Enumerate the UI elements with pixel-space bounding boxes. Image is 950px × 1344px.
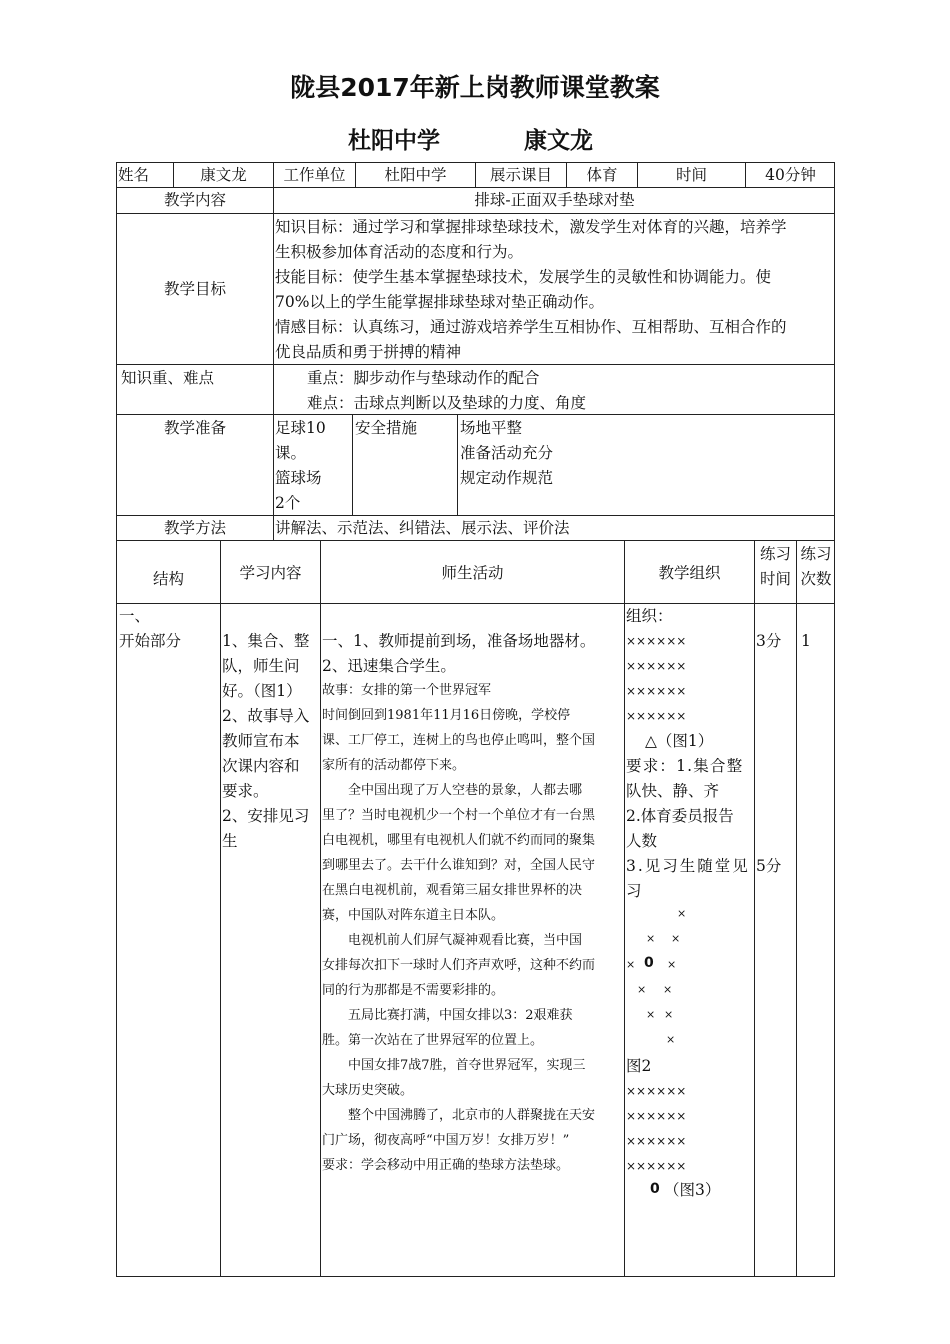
- formation-row: ××××××: [626, 1109, 687, 1123]
- teacher-mark: 0: [644, 955, 654, 971]
- unit-value: 杜阳中学: [384, 166, 447, 184]
- structure-text: 一、: [119, 607, 151, 625]
- story-line: 全中国出现了万人空巷的景象，人都去哪: [322, 783, 583, 798]
- student-mark: ×: [646, 1008, 656, 1021]
- col-divider: [220, 540, 221, 1277]
- content-value: 排球-正面双手垫球对垫: [474, 191, 635, 209]
- story-line: 胜。第一次站在了世界冠军的位置上。: [322, 1033, 544, 1048]
- col-divider: [320, 540, 321, 1277]
- time-value: 40分钟: [765, 166, 816, 184]
- content-line: 2、安排见习: [222, 807, 310, 825]
- student-mark: ×: [626, 958, 636, 971]
- story-line: 里了？当时电视机少一个村一个单位才有一台黑: [322, 808, 596, 823]
- story-line: 整个中国沸腾了，北京市的人群聚拢在天安: [322, 1108, 596, 1123]
- safety-line: 规定动作规范: [460, 469, 554, 487]
- time-label: 时间: [675, 166, 707, 184]
- formation-row: ××××××: [626, 634, 687, 648]
- figure-1-caption: △（图1）: [645, 732, 714, 750]
- student-mark: ×: [637, 983, 647, 996]
- story-line: 家所有的活动都停下来。: [322, 758, 466, 773]
- structure-text: 开始部分: [119, 632, 182, 650]
- equipment-line: 足球10: [275, 419, 326, 437]
- header-activity: 师生活动: [441, 564, 504, 582]
- header-practice-count: 练习: [800, 545, 832, 563]
- row-divider: [116, 213, 835, 214]
- story-line: 电视机前人们屏气凝神观看比赛，当中国: [322, 933, 583, 948]
- teacher-mark: 0: [650, 1181, 660, 1197]
- student-mark: ×: [666, 1033, 676, 1046]
- story-line: 故事：女排的第一个世界冠军: [322, 683, 492, 698]
- row-divider: [116, 603, 835, 604]
- goals-line: 知识目标：通过学习和掌握排球垫球技术，激发学生对体育的兴趣，培养学: [275, 218, 787, 236]
- col-divider: [457, 414, 458, 515]
- requirement-line: 人数: [626, 832, 658, 850]
- story-line: 课、工厂停工，连树上的鸟也停止鸣叫，整个国: [322, 733, 596, 748]
- requirement-line: 要求：1.集合整: [626, 757, 744, 775]
- goals-label: 教学目标: [163, 280, 226, 298]
- story-line: 门广场，彻夜高呼“中国万岁！女排万岁！”: [322, 1133, 570, 1148]
- student-mark: ×: [664, 1008, 674, 1021]
- student-mark: ×: [667, 958, 677, 971]
- goals-line: 技能目标：使学生基本掌握垫球技术，发展学生的灵敏性和协调能力。使: [275, 268, 772, 286]
- name-label: 姓名: [118, 166, 150, 184]
- name-value: 康文龙: [200, 166, 247, 184]
- student-mark: ×: [671, 932, 681, 945]
- story-line: 在黑白电视机前，观看第三届女排世界杯的决: [322, 883, 583, 898]
- requirement-line: 队快、静、齐: [626, 782, 720, 800]
- difficulty-point: 难点：击球点判断以及垫球的力度、角度: [307, 394, 587, 412]
- header-practice-count: 次数: [800, 570, 832, 588]
- content-line: 2、故事导入: [222, 707, 310, 725]
- student-mark: ×: [646, 932, 656, 945]
- content-line: 队，师生问: [222, 657, 300, 675]
- col-divider: [273, 187, 274, 540]
- activity-line: 2、迅速集合学生。: [322, 657, 456, 675]
- col-divider: [796, 540, 797, 1277]
- requirement-line: 习: [626, 882, 642, 900]
- teacher-name: 康文龙: [524, 128, 593, 154]
- figure-3-caption: （图3）: [664, 1181, 721, 1199]
- col-divider: [352, 414, 353, 515]
- header-content: 学习内容: [239, 564, 302, 582]
- story-line: 赛，中国队对阵东道主日本队。: [322, 908, 505, 923]
- safety-line: 场地平整: [460, 419, 523, 437]
- student-mark: ×: [663, 983, 673, 996]
- goals-line: 70%以上的学生能掌握排球垫球对垫正确动作。: [275, 293, 604, 311]
- school-name: 杜阳中学: [348, 128, 440, 154]
- content-label: 教学内容: [163, 191, 226, 209]
- practice-count: 1: [801, 632, 811, 650]
- content-line: 1、集合、整: [222, 632, 310, 650]
- equipment-line: 篮球场: [275, 469, 322, 487]
- safety-label: 安全措施: [355, 419, 418, 437]
- story-line: 要求：学会移动中用正确的垫球方法垫球。: [322, 1158, 570, 1173]
- figure-2-caption: 图2: [626, 1057, 652, 1075]
- goals-line: 优良品质和勇于拼搏的精神: [275, 343, 462, 361]
- formation-row: ××××××: [626, 684, 687, 698]
- student-mark: ×: [677, 907, 687, 920]
- story-line: 到哪里去了。去干什么谁知到？对，全国人民守: [322, 858, 596, 873]
- content-line: 要求。: [222, 782, 269, 800]
- story-line: 五局比赛打满，中国女排以3：2艰难获: [322, 1008, 573, 1023]
- safety-line: 准备活动充分: [460, 444, 554, 462]
- formation-row: ××××××: [626, 1084, 687, 1098]
- goals-line: 生积极参加体育活动的态度和行为。: [275, 243, 524, 261]
- row-divider: [116, 364, 835, 365]
- header-practice-time: 练习: [759, 545, 791, 563]
- key-points-label: 知识重、难点: [121, 369, 215, 387]
- requirement-line: 3.见习生随堂见: [626, 857, 750, 875]
- content-line: 教师宣布本: [222, 732, 300, 750]
- method-value: 讲解法、示范法、纠错法、展示法、评价法: [275, 519, 570, 537]
- practice-time: 5分: [756, 857, 782, 875]
- story-line: 白电视机，哪里有电视机人们就不约而同的聚集: [322, 833, 596, 848]
- course-label: 展示课目: [489, 166, 552, 184]
- formation-row: ××××××: [626, 709, 687, 723]
- story-line: 同的行为那都是不需要彩排的。: [322, 983, 505, 998]
- org-label: 组织：: [626, 607, 673, 625]
- requirement-line: 2.体育委员报告: [626, 807, 734, 825]
- activity-line: 一、1、教师提前到场，准备场地器材。: [322, 632, 596, 650]
- practice-time: 3分: [756, 632, 782, 650]
- formation-row: ××××××: [626, 1134, 687, 1148]
- story-line: 大球历史突破。: [322, 1083, 414, 1098]
- formation-row: ××××××: [626, 1159, 687, 1173]
- story-line: 时间倒回到1981年11月16日傍晚，学校停: [322, 708, 571, 723]
- document-title: 陇县2017年新上岗教师课堂教案: [290, 73, 660, 102]
- equipment-line: 2个: [275, 494, 301, 512]
- goals-line: 情感目标：认真练习，通过游戏培养学生互相协作、互相帮助、互相合作的: [275, 318, 787, 336]
- content-line: 生: [222, 832, 238, 850]
- header-structure: 结构: [152, 570, 184, 588]
- story-line: 女排每次扣下一球时人们齐声欢呼，这种不约而: [322, 958, 596, 973]
- formation-row: ××××××: [626, 659, 687, 673]
- col-divider: [754, 540, 755, 1277]
- header-practice-time: 时间: [759, 570, 791, 588]
- equipment-line: 课。: [275, 444, 307, 462]
- preparation-label: 教学准备: [163, 419, 226, 437]
- story-line: 中国女排7战7胜，首夺世界冠军，实现三: [322, 1058, 586, 1073]
- content-line: 好。（图1）: [222, 682, 302, 700]
- content-line: 次课内容和: [222, 757, 300, 775]
- col-divider: [624, 540, 625, 1277]
- unit-label: 工作单位: [283, 166, 346, 184]
- focus-point: 重点：脚步动作与垫球动作的配合: [307, 369, 540, 387]
- course-value: 体育: [586, 166, 618, 184]
- method-label: 教学方法: [163, 519, 226, 537]
- header-organization: 教学组织: [658, 564, 721, 582]
